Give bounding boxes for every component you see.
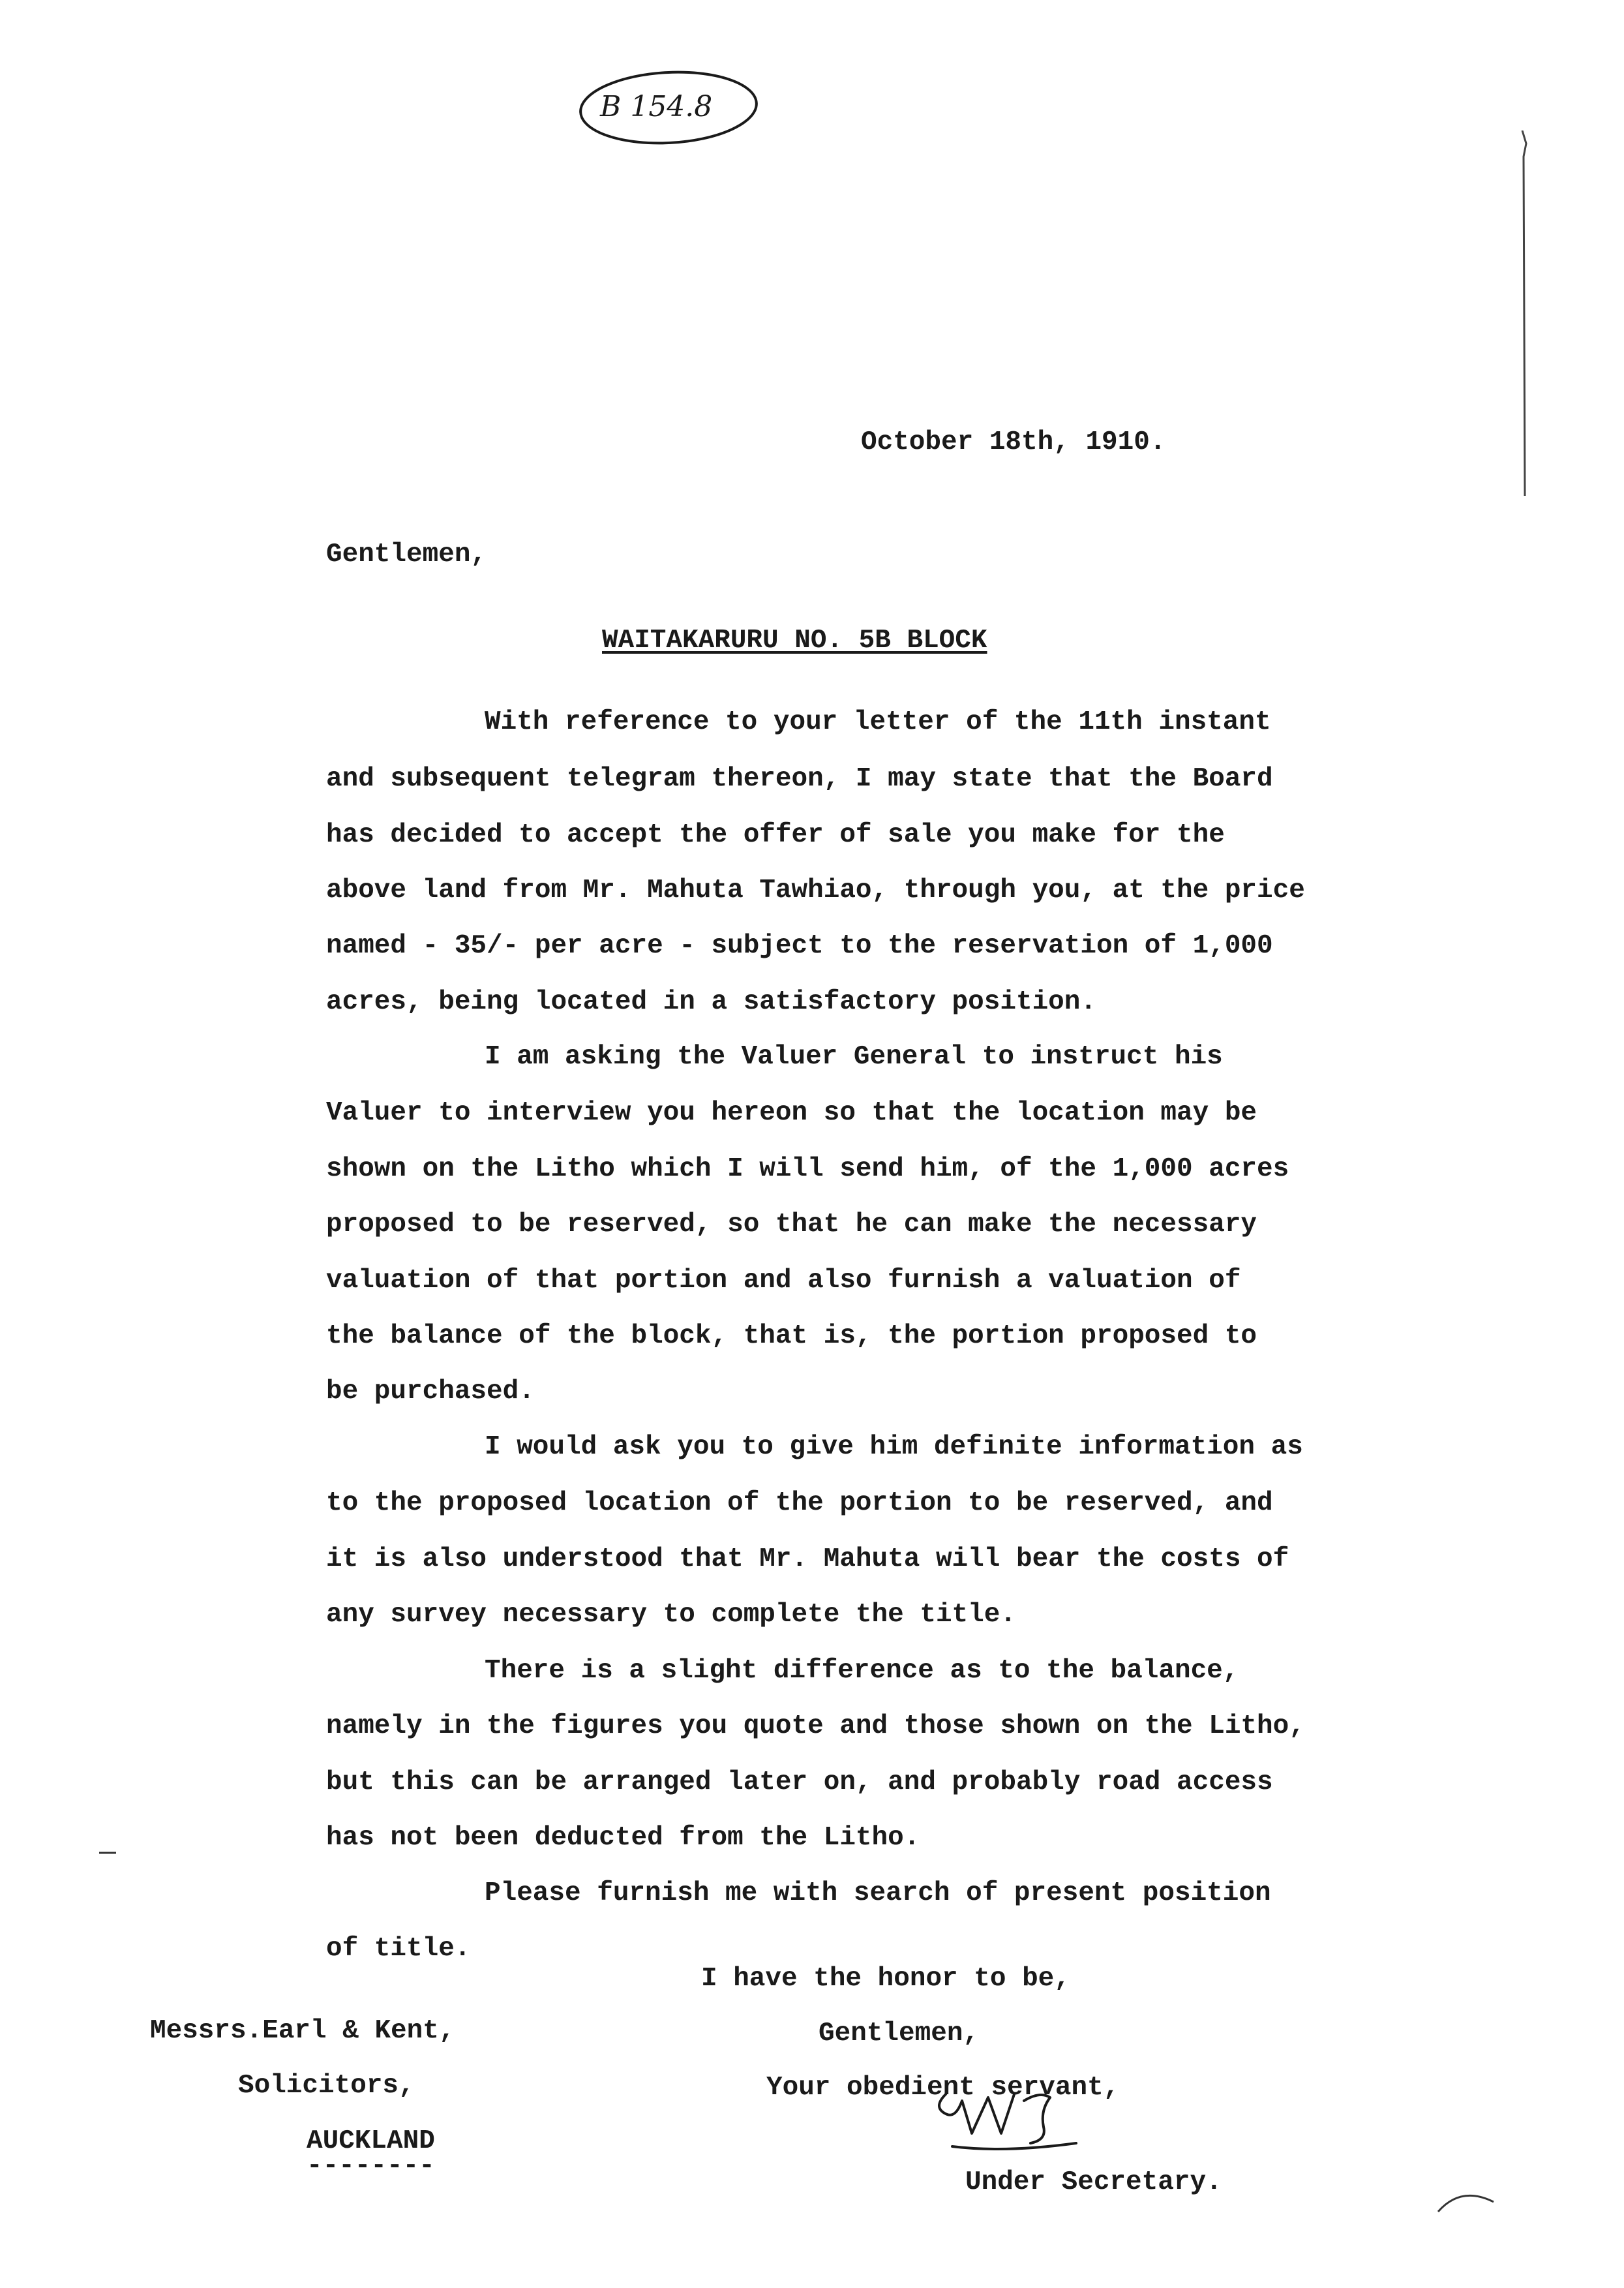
reference-stamp [574,65,763,150]
body-line: With reference to your letter of the 11th instant [485,707,1271,737]
body-line: I am asking the Valuer General to instruct his [485,1042,1223,1072]
scan-edge-mark [1518,130,1531,499]
body-line: named - 35/- per acre - subject to the reservation of 1,000 [326,931,1273,961]
body-line: to the proposed location of the portion to be reserved, and [326,1488,1273,1518]
body-line: Please furnish me with search of present position [485,1878,1271,1908]
addressee-line-2: Solicitors, [238,2071,415,2101]
closing-line-2: Gentlemen, [819,2019,980,2049]
body-line: the balance of the block, that is, the portion proposed to [326,1321,1257,1351]
reference-mark: B 154.8 [600,90,713,123]
body-line: shown on the Litho which I will send him, of the 1,000 acres [326,1154,1289,1184]
body-line: it is also understood that Mr. Mahuta will bear the costs of [326,1544,1289,1574]
body-line: has decided to accept the offer of sale you make for the [326,820,1225,850]
body-line: but this can be arranged later on, and probably road access [326,1767,1273,1797]
body-line: valuation of that portion and also furnish a valuation of [326,1266,1241,1296]
body-line: be purchased. [326,1377,535,1407]
subject-heading: WAITAKARURU NO. 5B BLOCK [602,626,987,656]
addressee-underline: -------- [307,2151,435,2181]
body-line: There is a slight difference as to the balance, [485,1656,1239,1686]
closing-line-1: I have the honor to be, [701,1964,1070,1994]
addressee-line-3: AUCKLAND [307,2126,435,2156]
salutation: Gentlemen, [326,540,487,570]
body-line: has not been deducted from the Litho. [326,1823,920,1853]
body-line: acres, being located in a satisfactory position. [326,987,1096,1017]
scan-corner-mark [1435,2179,1500,2221]
body-line: Valuer to interview you hereon so that the location may be [326,1098,1257,1128]
signature [926,2081,1115,2159]
letter-date: October 18th, 1910. [861,427,1166,457]
signatory-title: Under Secretary. [965,2167,1222,2197]
body-line: proposed to be reserved, so that he can make the necessary [326,1210,1257,1240]
body-line: and subsequent telegram thereon, I may state that the Board [326,764,1273,794]
body-line: above land from Mr. Mahuta Tawhiao, through you, at the price [326,876,1305,906]
body-line: I would ask you to give him definite information as [485,1432,1303,1462]
body-line: namely in the figures you quote and those shown on the Litho, [326,1711,1305,1741]
margin-dash [98,1848,117,1859]
body-line: any survey necessary to complete the title. [326,1600,1016,1630]
addressee-line-1: Messrs.Earl & Kent, [150,2016,455,2046]
body-line: of title. [326,1934,471,1964]
closing-line-3: Your obedient servant, [766,2073,1120,2103]
